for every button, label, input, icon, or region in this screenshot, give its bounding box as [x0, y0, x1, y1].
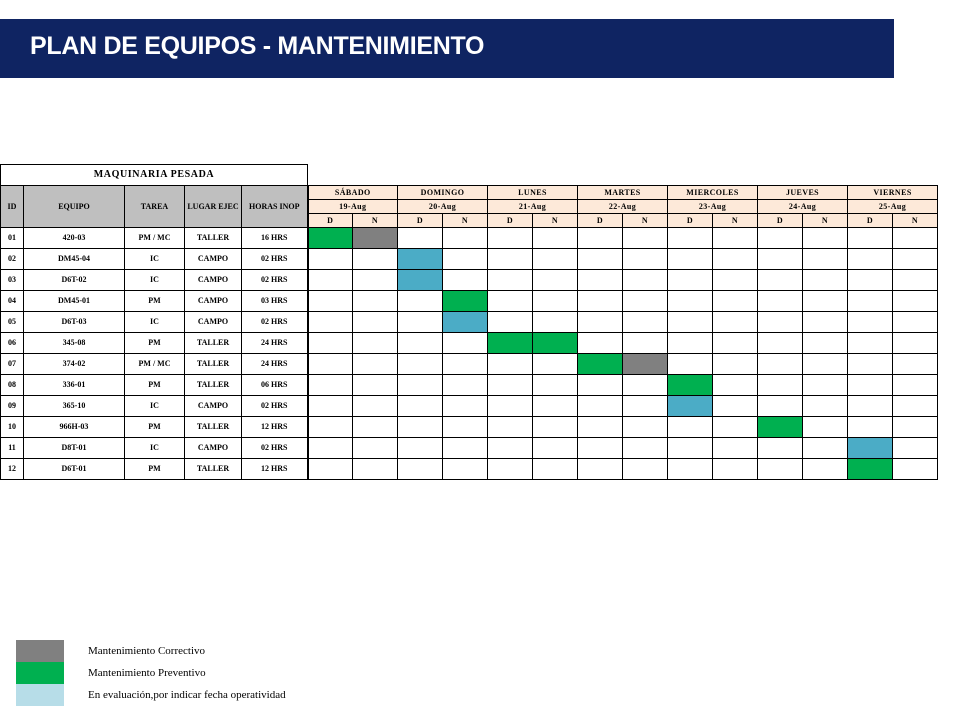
schedule-slot-evaluacion [848, 438, 893, 459]
schedule-slot-preventivo [488, 333, 533, 354]
table-row [1, 375, 938, 396]
shift-header: N [533, 214, 578, 228]
date-header: 24-Aug [758, 200, 848, 214]
cell-id: 08 [1, 375, 24, 396]
schedule-slot [758, 459, 803, 480]
legend-swatch-correctivo [16, 640, 64, 662]
schedule-slot-preventivo [578, 354, 623, 375]
cell-equipo: D6T-01 [24, 459, 125, 480]
table-row [1, 312, 938, 333]
section-title: MAQUINARIA PESADA [1, 165, 308, 186]
cell-id: 07 [1, 354, 24, 375]
cell-id: 05 [1, 312, 24, 333]
cell-id: 04 [1, 291, 24, 312]
schedule-slot [578, 459, 623, 480]
cell-equipo: 420-03 [24, 228, 125, 249]
schedule-slot [668, 438, 713, 459]
schedule-slot [668, 312, 713, 333]
cell-tarea: PM [125, 333, 185, 354]
table-row [1, 417, 938, 438]
schedule-slot [758, 270, 803, 291]
cell-tarea: PM [125, 291, 185, 312]
cell-id: 12 [1, 459, 24, 480]
schedule-slot [848, 375, 893, 396]
schedule-slot [308, 312, 353, 333]
cell-lugar: TALLER [185, 417, 242, 438]
schedule-slot [578, 375, 623, 396]
cell-id: 02 [1, 249, 24, 270]
cell-horas: 02 HRS [242, 270, 308, 291]
cell-id: 11 [1, 438, 24, 459]
schedule-slot [578, 417, 623, 438]
schedule-slot [578, 228, 623, 249]
schedule-slot-preventivo [533, 333, 578, 354]
schedule-slot [488, 249, 533, 270]
schedule-slot [623, 249, 668, 270]
schedule-slot [443, 333, 488, 354]
schedule-slot [848, 417, 893, 438]
cell-horas: 06 HRS [242, 375, 308, 396]
cell-equipo: D8T-01 [24, 438, 125, 459]
schedule-slot [893, 354, 938, 375]
day-header: MIERCOLES [668, 186, 758, 200]
schedule-slot-preventivo [758, 417, 803, 438]
legend-label-preventivo: Mantenimiento Preventivo [88, 667, 206, 679]
schedule-slot-evaluacion [668, 396, 713, 417]
schedule-slot [758, 396, 803, 417]
cell-lugar: TALLER [185, 228, 242, 249]
date-header: 23-Aug [668, 200, 758, 214]
shift-header: N [443, 214, 488, 228]
cell-horas: 02 HRS [242, 396, 308, 417]
schedule-slot [893, 249, 938, 270]
schedule-slot [398, 354, 443, 375]
schedule-slot [758, 312, 803, 333]
schedule-slot [803, 270, 848, 291]
schedule-slot [893, 459, 938, 480]
schedule-slot [713, 270, 758, 291]
schedule-slot [443, 438, 488, 459]
header-horas: HORAS INOP [242, 186, 308, 228]
schedule-slot-preventivo [668, 375, 713, 396]
schedule-slot [443, 270, 488, 291]
shift-header: D [398, 214, 443, 228]
schedule-slot [623, 270, 668, 291]
schedule-slot [353, 291, 398, 312]
cell-lugar: CAMPO [185, 438, 242, 459]
schedule-slot [443, 249, 488, 270]
table-row [1, 333, 938, 354]
schedule-slot-evaluacion [443, 312, 488, 333]
cell-equipo: DM45-01 [24, 291, 125, 312]
day-header: MARTES [578, 186, 668, 200]
shift-header: N [353, 214, 398, 228]
legend-swatch-evaluacion [16, 684, 64, 706]
schedule-slot [308, 417, 353, 438]
cell-horas: 12 HRS [242, 417, 308, 438]
schedule-slot [848, 270, 893, 291]
table-row [1, 438, 938, 459]
cell-horas: 02 HRS [242, 249, 308, 270]
cell-equipo: 365-10 [24, 396, 125, 417]
schedule-slot [533, 417, 578, 438]
schedule-slot [803, 333, 848, 354]
schedule-slot [443, 354, 488, 375]
schedule-slot [353, 396, 398, 417]
schedule-slot [353, 417, 398, 438]
schedule-slot [623, 417, 668, 438]
cell-tarea: PM / MC [125, 354, 185, 375]
cell-tarea: IC [125, 438, 185, 459]
schedule-slot [803, 417, 848, 438]
shift-header: D [668, 214, 713, 228]
cell-horas: 24 HRS [242, 354, 308, 375]
schedule-slot [488, 291, 533, 312]
schedule-slot [308, 249, 353, 270]
schedule-slot [308, 354, 353, 375]
schedule-slot [398, 291, 443, 312]
schedule-slot [803, 459, 848, 480]
cell-lugar: TALLER [185, 375, 242, 396]
header-equipo: EQUIPO [24, 186, 125, 228]
cell-tarea: PM [125, 459, 185, 480]
legend-label-correctivo: Mantenimiento Correctivo [88, 645, 205, 657]
schedule-slot [668, 291, 713, 312]
shift-header: D [578, 214, 623, 228]
schedule-slot [443, 396, 488, 417]
schedule-slot [533, 228, 578, 249]
cell-id: 01 [1, 228, 24, 249]
cell-horas: 24 HRS [242, 333, 308, 354]
schedule-slot-correctivo [623, 354, 668, 375]
schedule-slot [713, 438, 758, 459]
table-row [1, 291, 938, 312]
schedule-slot [578, 270, 623, 291]
schedule-slot [533, 375, 578, 396]
legend-swatch-preventivo [16, 662, 64, 684]
schedule-slot [893, 312, 938, 333]
schedule-slot [758, 333, 803, 354]
schedule-slot [488, 417, 533, 438]
cell-id: 03 [1, 270, 24, 291]
schedule-slot [398, 417, 443, 438]
schedule-slot [533, 354, 578, 375]
schedule-slot [308, 459, 353, 480]
schedule-slot [848, 354, 893, 375]
schedule-slot [533, 270, 578, 291]
table-row [1, 249, 938, 270]
schedule-slot [803, 249, 848, 270]
schedule-slot [488, 375, 533, 396]
schedule-slot [308, 270, 353, 291]
schedule-slot [308, 375, 353, 396]
shift-header: N [713, 214, 758, 228]
schedule-slot [803, 312, 848, 333]
schedule-slot [623, 375, 668, 396]
cell-equipo: 374-02 [24, 354, 125, 375]
schedule-slot [488, 228, 533, 249]
schedule-slot [398, 228, 443, 249]
schedule-slot [353, 438, 398, 459]
schedule-slot [308, 438, 353, 459]
shift-header: N [803, 214, 848, 228]
date-header: 22-Aug [578, 200, 668, 214]
cell-lugar: CAMPO [185, 270, 242, 291]
schedule-slot [713, 291, 758, 312]
cell-lugar: CAMPO [185, 249, 242, 270]
schedule-slot [353, 354, 398, 375]
cell-id: 09 [1, 396, 24, 417]
schedule-slot [803, 354, 848, 375]
schedule-slot [488, 270, 533, 291]
cell-tarea: PM [125, 375, 185, 396]
schedule-slot [668, 333, 713, 354]
schedule-slot [578, 249, 623, 270]
date-header: 21-Aug [488, 200, 578, 214]
schedule-slot [533, 438, 578, 459]
schedule-slot [623, 312, 668, 333]
day-header: VIERNES [848, 186, 938, 200]
cell-lugar: CAMPO [185, 396, 242, 417]
schedule-slot [443, 375, 488, 396]
schedule-slot [848, 291, 893, 312]
schedule-slot-correctivo [353, 228, 398, 249]
shift-header: N [623, 214, 668, 228]
schedule-slot [398, 396, 443, 417]
header-id: ID [1, 186, 24, 228]
cell-equipo: 336-01 [24, 375, 125, 396]
schedule-slot [893, 417, 938, 438]
schedule-slot [848, 333, 893, 354]
schedule-slot-evaluacion [398, 249, 443, 270]
schedule-slot [848, 312, 893, 333]
schedule-slot [758, 375, 803, 396]
table-row [1, 396, 938, 417]
schedule-table [0, 164, 938, 480]
schedule-slot [668, 417, 713, 438]
schedule-slot [353, 375, 398, 396]
shift-header: D [758, 214, 803, 228]
cell-lugar: CAMPO [185, 291, 242, 312]
schedule-slot [803, 228, 848, 249]
header-lugar: LUGAR EJEC [185, 186, 242, 228]
schedule-slot [353, 249, 398, 270]
schedule-slot [398, 438, 443, 459]
schedule-slot [488, 459, 533, 480]
schedule-slot [533, 459, 578, 480]
cell-equipo: D6T-02 [24, 270, 125, 291]
section-spacer [308, 165, 938, 186]
schedule-slot [533, 291, 578, 312]
schedule-slot [713, 375, 758, 396]
schedule-slot [623, 396, 668, 417]
cell-tarea: IC [125, 312, 185, 333]
day-header: LUNES [488, 186, 578, 200]
schedule-slot [623, 228, 668, 249]
schedule-slot [398, 459, 443, 480]
schedule-slot [353, 333, 398, 354]
cell-id: 10 [1, 417, 24, 438]
schedule-slot [893, 228, 938, 249]
schedule-slot [848, 249, 893, 270]
schedule-slot [848, 228, 893, 249]
schedule-slot [353, 270, 398, 291]
shift-header: D [848, 214, 893, 228]
cell-lugar: CAMPO [185, 312, 242, 333]
table-row [1, 228, 938, 249]
schedule-slot [443, 459, 488, 480]
schedule-slot-evaluacion [398, 270, 443, 291]
schedule-slot [713, 249, 758, 270]
schedule-slot [758, 438, 803, 459]
schedule-slot [443, 417, 488, 438]
schedule-slot [893, 396, 938, 417]
table-row [1, 270, 938, 291]
cell-tarea: IC [125, 270, 185, 291]
schedule-slot [893, 438, 938, 459]
schedule-slot [398, 333, 443, 354]
schedule-slot [893, 333, 938, 354]
schedule-slot [533, 249, 578, 270]
schedule-slot [758, 291, 803, 312]
schedule-slot [803, 438, 848, 459]
schedule-slot [668, 249, 713, 270]
date-header: 25-Aug [848, 200, 938, 214]
schedule-slot-preventivo [443, 291, 488, 312]
cell-lugar: TALLER [185, 459, 242, 480]
cell-tarea: IC [125, 249, 185, 270]
schedule-slot [308, 396, 353, 417]
table-row [1, 354, 938, 375]
schedule-slot [893, 291, 938, 312]
schedule-slot [713, 459, 758, 480]
schedule-slot [803, 375, 848, 396]
schedule-slot [713, 333, 758, 354]
schedule-slot [578, 396, 623, 417]
schedule-slot [758, 249, 803, 270]
schedule-slot-preventivo [308, 228, 353, 249]
cell-horas: 03 HRS [242, 291, 308, 312]
shift-header: D [488, 214, 533, 228]
cell-equipo: D6T-03 [24, 312, 125, 333]
schedule-slot [578, 438, 623, 459]
schedule-slot [308, 291, 353, 312]
date-header: 19-Aug [308, 200, 398, 214]
schedule-slot [713, 354, 758, 375]
day-header: SÁBADO [308, 186, 398, 200]
schedule-slot [668, 459, 713, 480]
schedule-slot [533, 396, 578, 417]
schedule-slot [803, 396, 848, 417]
day-header: JUEVES [758, 186, 848, 200]
cell-tarea: PM / MC [125, 228, 185, 249]
schedule-slot [893, 375, 938, 396]
schedule-slot [668, 270, 713, 291]
schedule-slot [623, 333, 668, 354]
date-header: 20-Aug [398, 200, 488, 214]
schedule-slot [533, 312, 578, 333]
schedule-slot [623, 438, 668, 459]
schedule-slot [758, 354, 803, 375]
schedule-slot [623, 459, 668, 480]
schedule-slot [443, 228, 488, 249]
schedule-slot-preventivo [848, 459, 893, 480]
schedule-slot [353, 312, 398, 333]
schedule-slot [758, 228, 803, 249]
schedule-slot [713, 396, 758, 417]
shift-header: D [308, 214, 353, 228]
cell-horas: 16 HRS [242, 228, 308, 249]
schedule-slot [488, 354, 533, 375]
legend-label-evaluacion: En evaluación,por indicar fecha operatividad [88, 689, 286, 701]
schedule-slot [578, 291, 623, 312]
schedule-slot [398, 375, 443, 396]
cell-horas: 12 HRS [242, 459, 308, 480]
schedule-slot [668, 228, 713, 249]
header-tarea: TAREA [125, 186, 185, 228]
cell-id: 06 [1, 333, 24, 354]
schedule-slot [353, 459, 398, 480]
schedule-slot [488, 438, 533, 459]
schedule-slot [803, 291, 848, 312]
schedule-slot [713, 228, 758, 249]
cell-horas: 02 HRS [242, 438, 308, 459]
schedule-slot [893, 270, 938, 291]
schedule-slot [488, 312, 533, 333]
cell-tarea: PM [125, 417, 185, 438]
cell-lugar: TALLER [185, 333, 242, 354]
table-row [1, 459, 938, 480]
schedule-slot [848, 396, 893, 417]
cell-equipo: 345-08 [24, 333, 125, 354]
cell-equipo: 966H-03 [24, 417, 125, 438]
shift-header: N [893, 214, 938, 228]
schedule-slot [578, 312, 623, 333]
cell-equipo: DM45-04 [24, 249, 125, 270]
schedule-slot [713, 417, 758, 438]
cell-horas: 02 HRS [242, 312, 308, 333]
schedule-slot [578, 333, 623, 354]
schedule-slot [713, 312, 758, 333]
cell-tarea: IC [125, 396, 185, 417]
day-header: DOMINGO [398, 186, 488, 200]
schedule-slot [488, 396, 533, 417]
page-title: PLAN DE EQUIPOS - MANTENIMIENTO [30, 32, 485, 60]
cell-lugar: TALLER [185, 354, 242, 375]
schedule-slot [398, 312, 443, 333]
schedule-slot [623, 291, 668, 312]
schedule-slot [668, 354, 713, 375]
schedule-slot [308, 333, 353, 354]
